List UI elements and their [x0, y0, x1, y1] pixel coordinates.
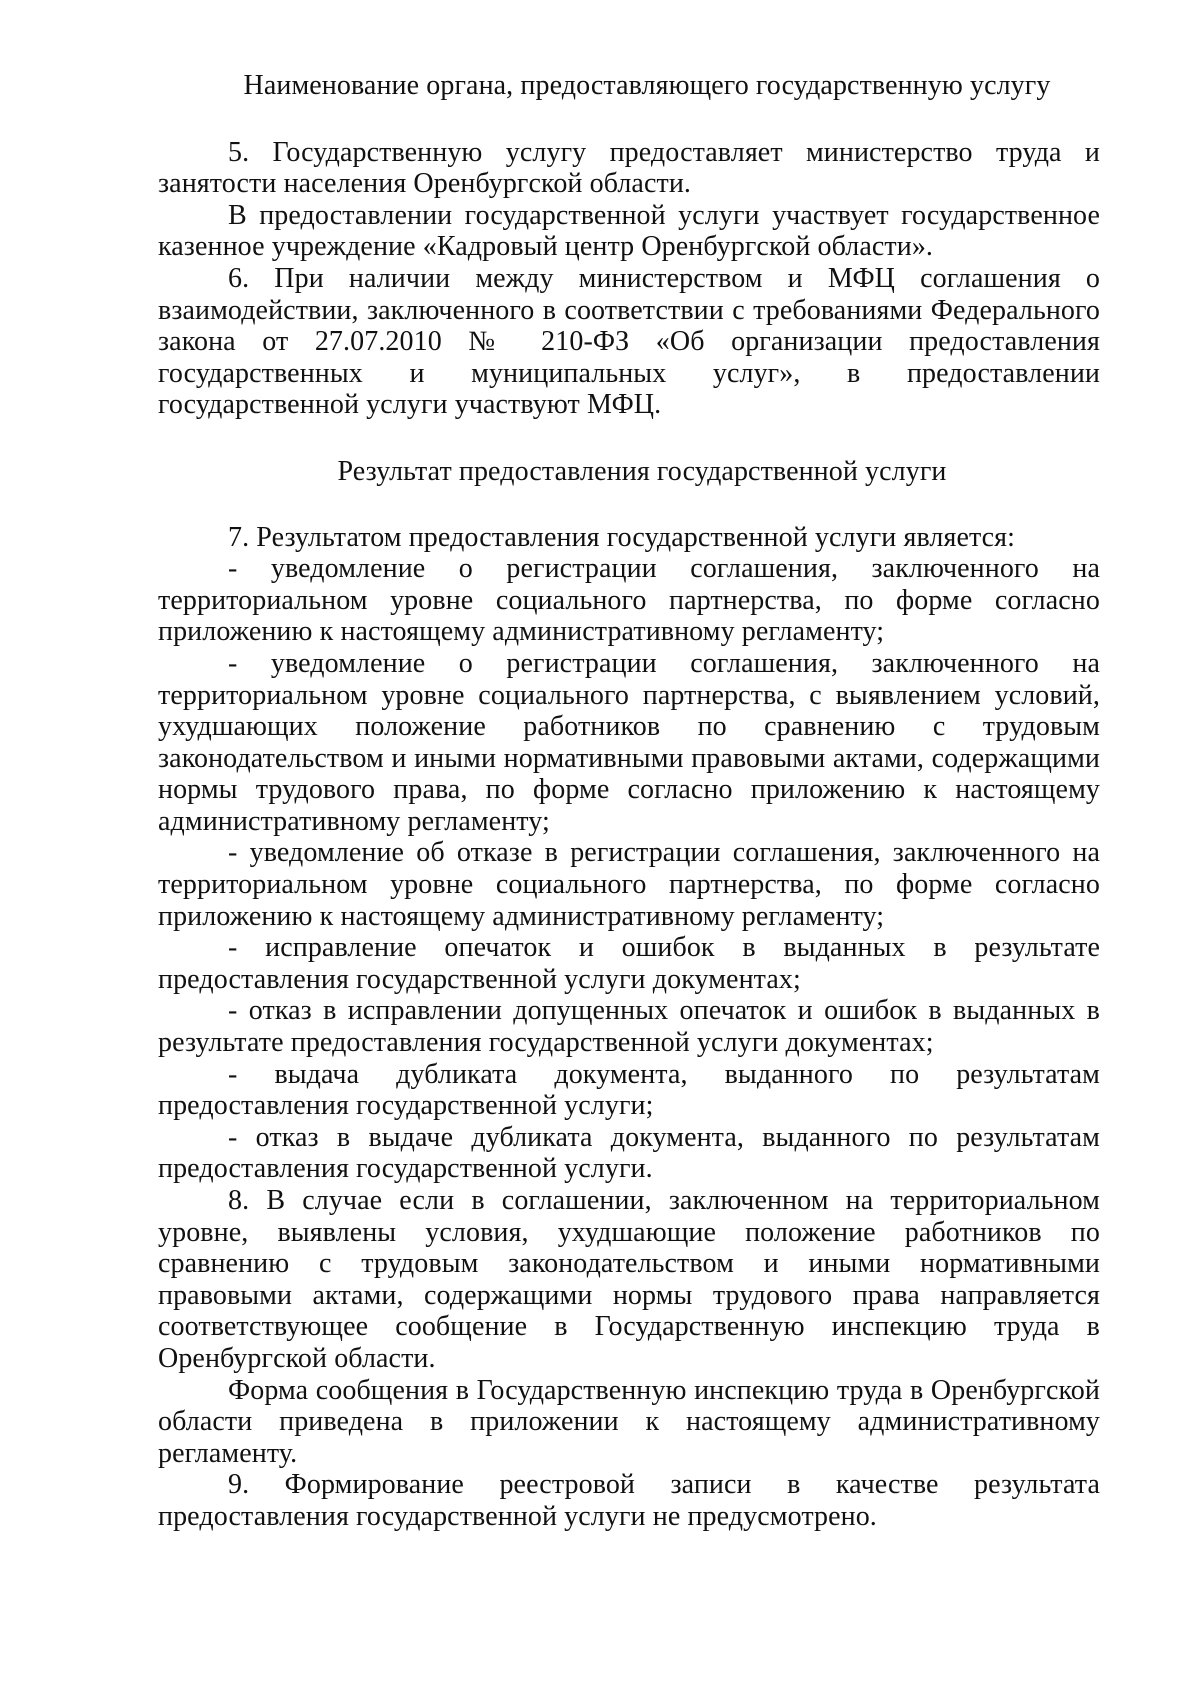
result-item-notice-registration: - уведомление о регистрации соглашения, заключенного на территориальном уровне социального партнерства, по форме согласно приложению к настоящему административному регламенту; [158, 553, 1100, 648]
section-heading-result: Результат предоставления государственной услуги [337, 455, 947, 487]
result-item-notice-registration-worse-conditions: - уведомление о регистрации соглашения, заключенного на территориальном уровне социального партнерства, с выявлением условий, ухудшающих положение работников по сравнению с трудовым законодательством и иными нормативными правовыми актами, содержащими нормы трудового права, по форме согласно приложению к настоящему административному регламенту; [158, 647, 1100, 837]
paragraph-8-form: Форма сообщения в Государственную инспекцию труда в Оренбургской области приведена в приложении к настоящему административному регламенту. [158, 1374, 1100, 1469]
result-item-correction: - исправление опечаток и ошибок в выданных в результате предоставления государственной услуги документах; [158, 932, 1100, 995]
result-item-duplicate: - выдача дубликата документа, выданного по результатам предоставления государственной услуги; [158, 1058, 1100, 1122]
result-item-notice-refusal: - уведомление об отказе в регистрации соглашения, заключенного на территориальном уровне социального партнерства, по форме согласно приложению к настоящему административному регламенту; [158, 837, 1100, 932]
document-page [158, 70, 1100, 1533]
paragraph-7: 7. Результатом предоставления государственной услуги является: [228, 521, 1016, 553]
paragraph-9: 9. Формирование реестровой записи в качестве результата предоставления государственной услуги не предусмотрено. [158, 1469, 1100, 1532]
result-item-duplicate-refusal: - отказ в выдаче дубликата документа, выданного по результатам предоставления государственной услуги. [158, 1121, 1100, 1185]
paragraph-8: 8. В случае если в соглашении, заключенном на территориальном уровне, выявлены условия, ухудшающие положение работников по сравнению с трудовым законодательством и иными нормативными правовыми актами, содержащими нормы трудового права направляется соответствующее сообщение в Государственную инспекцию труда в Оренбургской области. [158, 1185, 1100, 1374]
paragraph-5: 5. Государственную услугу предоставляет министерство труда и занятости населения Оренбургской области. [158, 136, 1100, 200]
section-heading-authority: Наименование органа, предоставляющего государственную услугу [243, 70, 1051, 101]
paragraph-6: 6. При наличии между министерством и МФЦ соглашения о взаимодействии, заключенного в соответствии с требованиями Федерального закона от 27.07.2010 № 210-ФЗ «Об организации предоставления государственных и муниципальных услуг», в предоставлении государственной услуги участвуют МФЦ. [158, 262, 1100, 421]
paragraph-5-participant: В предоставлении государственной услуги участвует государственное казенное учреждение «Кадровый центр Оренбургской области». [158, 199, 1100, 263]
result-item-correction-refusal: - отказ в исправлении допущенных опечаток и ошибок в выданных в результате предоставления государственной услуги документах; [158, 995, 1100, 1059]
